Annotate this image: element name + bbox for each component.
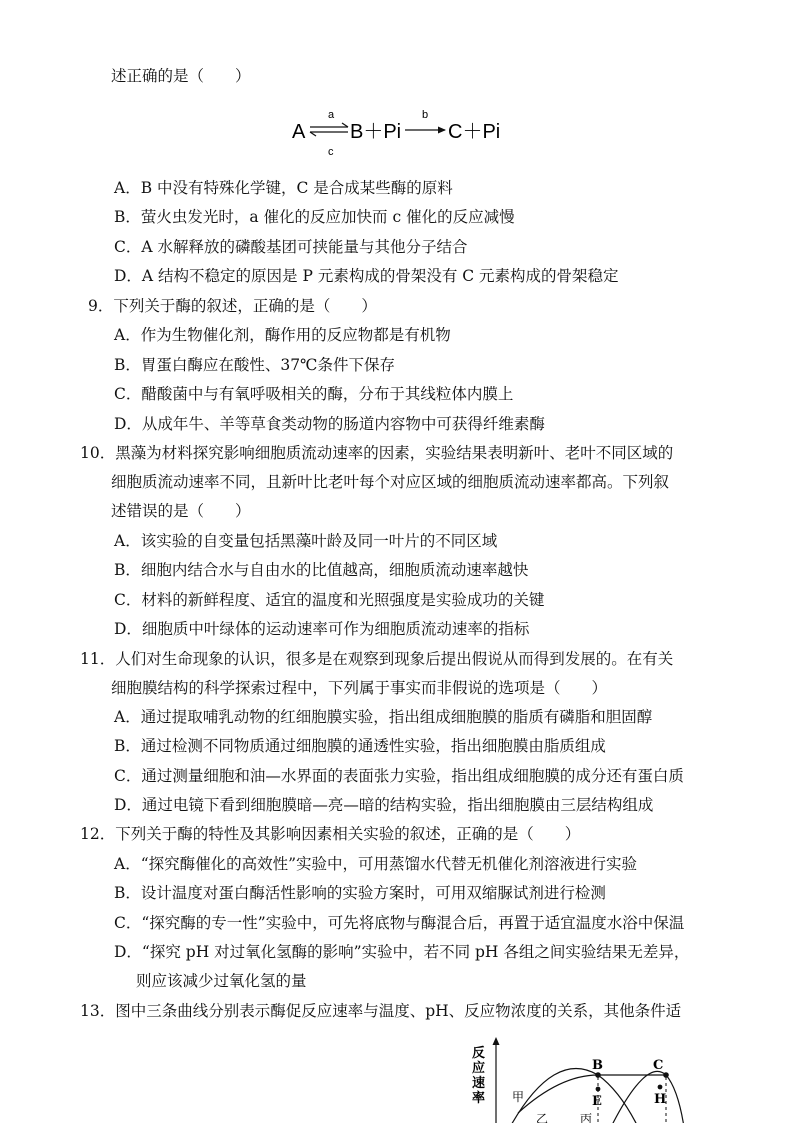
q12-option-b: B．设计温度对蛋白酶活性影响的实验方案时，可用双缩脲试剂进行检测 xyxy=(114,884,606,902)
label-b: B xyxy=(592,1058,603,1073)
q13-figure xyxy=(470,1035,700,1123)
q10-stem-line-3: 述错误的是（ ） xyxy=(111,502,251,520)
q12-option-d-continuation: 则应该减少过氧化氢的量 xyxy=(136,972,307,990)
label-jia: 甲 xyxy=(512,1090,525,1104)
ylabel-char-4: 率 xyxy=(472,1091,486,1106)
q12-stem: 12．下列关于酶的特性及其影响因素相关实验的叙述，正确的是（ ） xyxy=(80,825,581,843)
q9-option-c: C．醋酸菌中与有氧呼吸相关的酶，分布于其线粒体内膜上 xyxy=(114,385,514,403)
q8-option-d: D．A 结构不稳定的原因是 P 元素构成的骨架没有 C 元素构成的骨架稳定 xyxy=(114,267,619,285)
eq-arrow-bottom: c xyxy=(328,146,334,158)
label-e: E xyxy=(592,1094,602,1109)
q12-option-c: C．“探究酶的专一性”实验中，可先将底物与酶混合后，再置于适宜温度水浴中保温 xyxy=(114,914,685,932)
label-h: H xyxy=(654,1092,667,1107)
curve-yi xyxy=(510,1069,638,1124)
q13-stem: 13．图中三条曲线分别表示酶促反应速率与温度、pH、反应物浓度的关系，其他条件适 xyxy=(80,1002,682,1020)
q9-stem: 9．下列关于酶的叙述，正确的是（ ） xyxy=(88,297,377,315)
q12-option-a: A．“探究酶催化的高效性”实验中，可用蒸馏水代替无机催化剂溶液进行实验 xyxy=(114,855,638,873)
q10-option-d: D．细胞质中叶绿体的运动速率可作为细胞质流动速率的指标 xyxy=(114,620,530,638)
q8-option-a: A．B 中没有特殊化学键，C 是合成某些酶的原料 xyxy=(114,179,453,197)
q11-option-c: C．通过测量细胞和油—水界面的表面张力实验，指出组成细胞膜的成分还有蛋白质 xyxy=(114,767,684,785)
eq-arrow2-top: b xyxy=(422,109,429,121)
q10-stem-line-1: 10．黑藻为材料探究影响细胞质流动速率的因素，实验结果表明新叶、老叶不同区域的 xyxy=(80,444,674,462)
q11-stem-line-1: 11．人们对生命现象的认识，很多是在观察到现象后提出假说从而得到发展的。在有关 xyxy=(80,650,674,668)
ylabel-char-3: 速 xyxy=(472,1076,486,1091)
q9-option-b: B．胃蛋白酶应在酸性、37℃条件下保存 xyxy=(114,356,395,374)
q11-stem-line-2: 细胞膜结构的科学探索过程中，下列属于事实而非假说的选项是（ ） xyxy=(111,679,608,697)
q8-stem-tail: 述正确的是（ ） xyxy=(111,67,251,85)
ylabel-char-1: 反 xyxy=(472,1046,486,1061)
label-bing: 丙 xyxy=(580,1112,593,1123)
label-yi: 乙 xyxy=(536,1112,549,1123)
y-axis-arrow xyxy=(493,1037,500,1045)
ylabel-char-2: 应 xyxy=(472,1061,486,1076)
eq-a: A xyxy=(292,121,306,143)
q10-option-c: C．材料的新鲜程度、适宜的温度和光照强度是实验成功的关键 xyxy=(114,591,545,609)
q11-option-a: A．通过提取哺乳动物的红细胞膜实验，指出组成细胞膜的脂质有磷脂和胆固醇 xyxy=(114,708,653,726)
q8-option-b: B．萤火虫发光时，a 催化的反应加快而 c 催化的反应减慢 xyxy=(114,208,515,226)
q10-stem-line-2: 细胞质流动速率不同，且新叶比老叶每个对应区域的细胞质流动速率都高。下列叙 xyxy=(111,473,670,491)
eq-b-pi: B＋Pi xyxy=(350,121,402,143)
point-h xyxy=(658,1085,663,1090)
point-e xyxy=(596,1087,601,1092)
label-c: C xyxy=(653,1058,664,1073)
q8-reaction-equation xyxy=(290,100,510,160)
q12-option-d: D．“探究 pH 对过氧化氢酶的影响”实验中，若不同 pH 各组之间实验结果无差异， xyxy=(114,943,690,961)
point-b xyxy=(595,1072,601,1078)
eq-arrow-top: a xyxy=(328,109,335,121)
q11-option-d: D．通过电镜下看到细胞膜暗—亮—暗的结构实验，指出细胞膜由三层结构组成 xyxy=(114,796,654,814)
curve-bing xyxy=(610,1071,684,1123)
q10-option-a: A．该实验的自变量包括黑藻叶龄及同一叶片的不同区域 xyxy=(114,532,498,550)
q9-option-d: D．从成年牛、羊等草食类动物的肠道内容物中可获得纤维素酶 xyxy=(114,415,545,433)
q9-option-a: A．作为生物催化剂，酶作用的反应物都是有机物 xyxy=(114,326,451,344)
q8-option-c: C．A 水解释放的磷酸基团可挟能量与其他分子结合 xyxy=(114,238,468,256)
q10-option-b: B．细胞内结合水与自由水的比值越高，细胞质流动速率越快 xyxy=(114,561,529,579)
eq-c-pi: C＋Pi xyxy=(448,121,501,143)
q11-option-b: B．通过检测不同物质通过细胞膜的通透性实验，指出细胞膜由脂质组成 xyxy=(114,737,606,755)
point-c xyxy=(663,1072,669,1078)
